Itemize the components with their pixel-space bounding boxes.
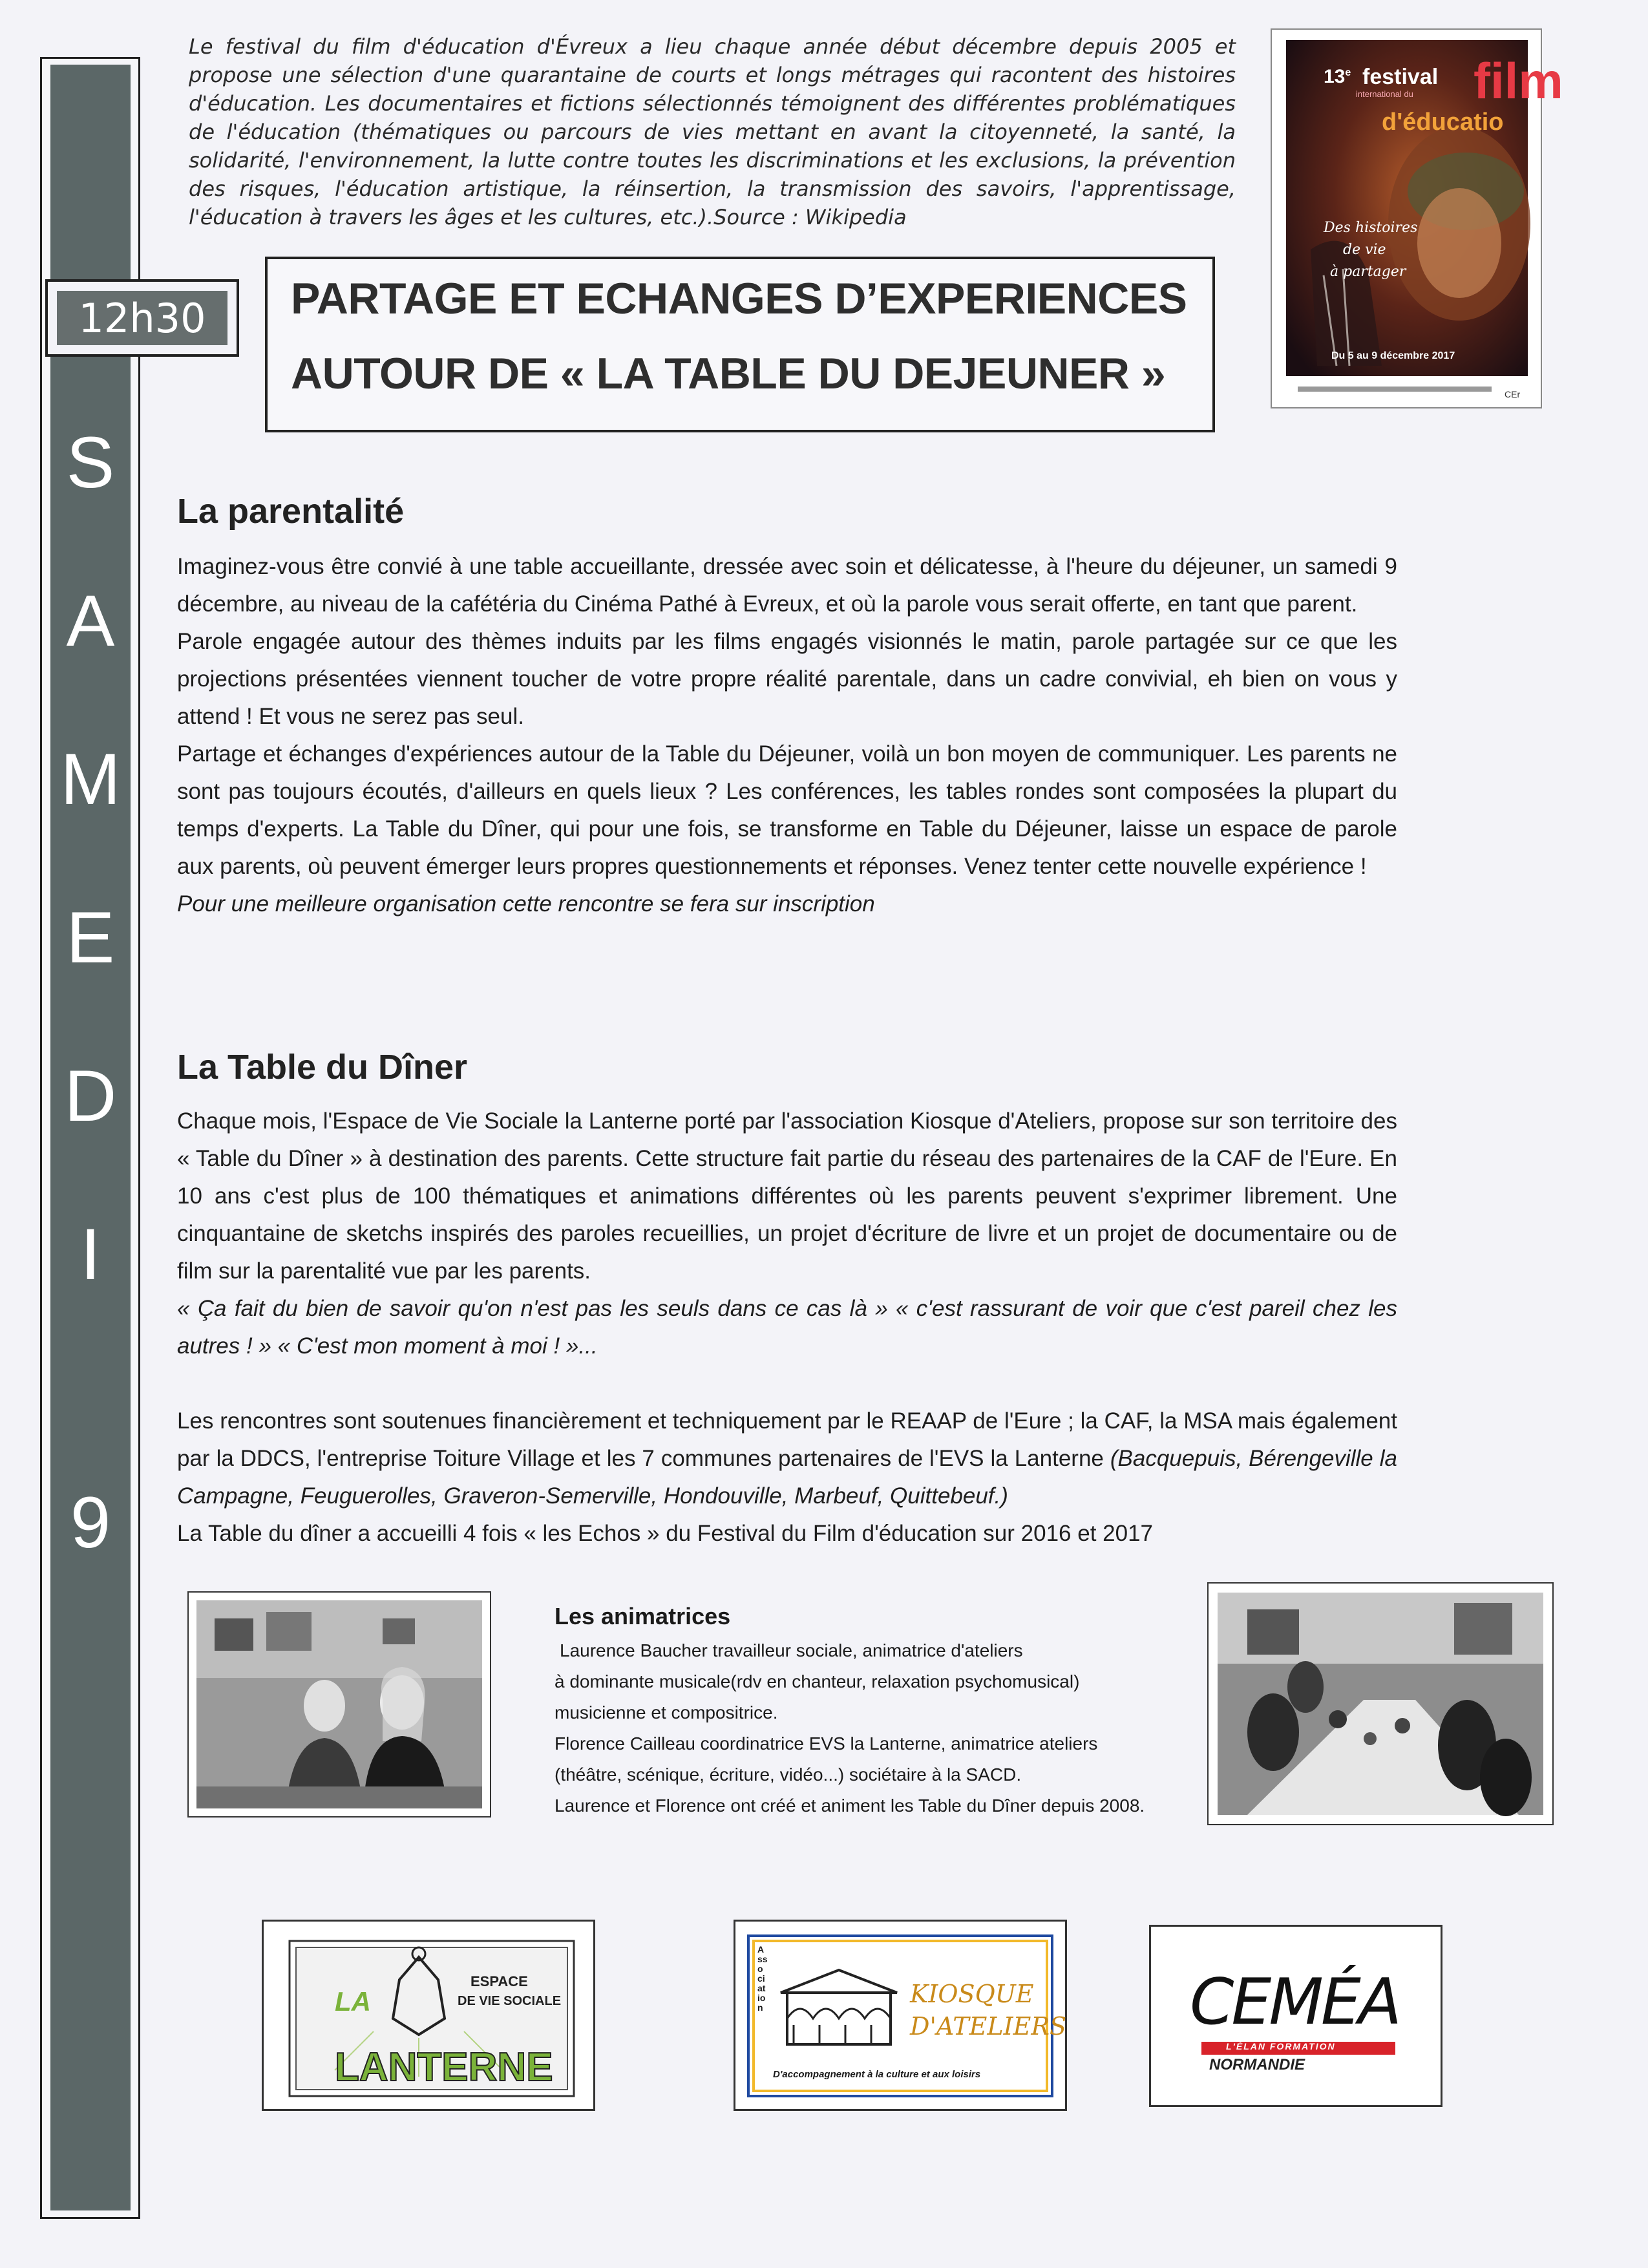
logo-la-lanterne (262, 1920, 595, 2111)
photo-table-du-diner (1207, 1582, 1554, 1825)
paragraph: Parole engagée autour des thèmes induits par les films engagés visionnés le matin, parole partagée sur ce que les projections présentées viennent toucher de votre propre réalité parentale, dans un cadre convivial, eh bien on vous y attend ! Et vous ne serez pas seul. (177, 629, 1397, 729)
title-line-1: PARTAGE ET ECHANGES D’EXPERIENCES (291, 274, 1187, 323)
lanterne-vie-sociale: DE VIE SOCIALE (458, 1994, 562, 2008)
cemea-region: NORMANDIE (1209, 2056, 1305, 2073)
animatrice-line: Laurence et Florence ont créé et animent les Table du Dîner depuis 2008. (555, 1796, 1145, 1816)
paragraph: Chaque mois, l'Espace de Vie Sociale la Lanterne porté par l'association Kiosque d'Ateliers, propose sur son territoire des « Table du Dîner » à destination des parents. Cette structure fait partie du réseau des partenaires de la CAF de l'Eure. En 10 ans c'est plus de 100 thématiques et animations différentes où les parents peuvent s'exprimer librement. Une cinquantaine de sketchs inspirés des paroles recueillies, un projet d'écriture de livre et un projet de documentaire ou de film sur la parentalité vue par les parents. (177, 1108, 1397, 1284)
poster-word-festival: festival (1362, 65, 1439, 89)
section-heading-parentalite: La parentalité (177, 492, 405, 531)
animatrice-line: Laurence Baucher travailleur sociale, animatrice d'ateliers (560, 1640, 1023, 1660)
intro-paragraph: Le festival du film d'éducation d'Évreux a lieu chaque année début décembre depuis 2005 et propose une sélection d'une quarantaine de courts et longs métrages qui racontent des histoires d'éducation. Les documentaires et fictions sélectionnés témoignent des différentes problématiques de l'éducation (thématiques ou parcours de vies mettant en avant la citoyenneté, la santé, la solidarité, l'environnement, la lutte contre toutes les discriminations et les exclusions, la prévention des risques, l'éducation artistique, la réinsertion, la transmission des savoirs, l'apprentissage, l'éducation à travers les âges et les cultures, etc.).Source : Wikipedia (189, 34, 1236, 229)
animatrice-line: musicienne et compositrice. (555, 1702, 778, 1722)
title-line-2: AUTOUR DE « LA TABLE DU DEJEUNER » (291, 349, 1166, 398)
day-letter: 9 (70, 1482, 111, 1563)
animatrice-line: (théâtre, scénique, écriture, vidéo...) sociétaire à la SACD. (555, 1765, 1022, 1785)
photo-image (1209, 1584, 1552, 1824)
logo-cemea (1149, 1925, 1442, 2107)
paragraph: Imaginez-vous être convié à une table accueillante, dressée avec soin et délicatesse, à l'heure du déjeuner, un samedi 9 décembre, au niveau de la cafétéria du Cinéma Pathé à Evreux, et où la parole vous serait offerte, en tant que parent. (177, 554, 1397, 617)
cemea-tagline: L'ÉLAN FORMATION (1226, 2041, 1336, 2051)
day-letter: I (80, 1214, 101, 1295)
animatrices-body (555, 1635, 1201, 1821)
time-badge (45, 279, 239, 357)
animatrice-line: à dominante musicale(rdv en chanteur, relaxation psychomusical) (555, 1671, 1080, 1691)
cemea-name: CEMÉA (1190, 1966, 1399, 2039)
lanterne-la: LA (335, 1986, 371, 2017)
poster-word-education: d'éducatio (1382, 109, 1504, 136)
poster-number: 13e (1324, 66, 1351, 87)
kiosque-name-2: D'ATELIERS (910, 2012, 1066, 2040)
day-letter: S (66, 422, 115, 503)
day-letter: A (66, 580, 115, 661)
section1-body (177, 548, 1397, 923)
logo-kiosque-ateliers (734, 1920, 1067, 2111)
paragraph: La Table du dîner a accueilli 4 fois « les Echos » du Festival du Film d'éducation sur 2016 et 2017 (177, 1521, 1154, 1546)
time-badge-label: 12h30 (57, 291, 227, 345)
photo-animatrices (187, 1591, 491, 1818)
paragraph: Les rencontres sont soutenues financièrement et techniquement par le REAAP de l'Eure ; la CAF, la MSA mais également par la DDCS, l'entreprise Toiture Village et les 7 communes partenaires de l'EVS la Lanterne (Bacquepuis, Bérengeville la Campagne, Feuguerolles, Graveron-Semerville, Hondouville, Marbeuf, Quittebeuf.) (177, 1408, 1397, 1509)
poster-small-text: international du (1356, 89, 1413, 99)
poster-dates: Du 5 au 9 décembre 2017 (1331, 350, 1455, 361)
poster-mini-logo: CEr (1505, 389, 1521, 399)
festival-poster (1271, 28, 1563, 408)
kiosque-tagline: D'accompagnement à la culture et aux loisirs (773, 2069, 981, 2080)
poster-tagline: Des histoires de vie à partager (1324, 220, 1418, 280)
paragraph: Partage et échanges d'expériences autour de la Table du Déjeuner, voilà un bon moyen de communiquer. Les parents ne sont pas toujours écoutés, d'ailleurs en quels lieux ? Les conférences, les tables rondes sont composées la plupart du temps d'experts. La Table du Dîner, qui pour une fois, se transforme en Table du Déjeuner, laisse un espace de parole aux parents, où peuvent émerger leurs propres questionnements et réponses. Venez tenter cette nouvelle expérience ! (177, 741, 1397, 879)
section-heading-table-du-diner: La Table du Dîner (177, 1048, 468, 1086)
section2-body (177, 1103, 1397, 1553)
animatrice-line: Florence Cailleau coordinatrice EVS la Lanterne, animatrice ateliers (555, 1733, 1098, 1754)
day-letter: E (66, 897, 115, 978)
poster-word-film: film (1474, 52, 1563, 109)
kiosque-vertical-label: Association (757, 1944, 768, 2013)
lanterne-name: LANTERNE (335, 2045, 553, 2090)
kiosque-name-1: KIOSQUE (910, 1980, 1034, 2008)
lanterne-espace: ESPACE (470, 1973, 528, 1989)
quote: « Ça fait du bien de savoir qu'on n'est pas les seuls dans ce cas là » « c'est rassurant de voir que c'est pareil chez les autres ! » « C'est mon moment à moi ! »... (177, 1296, 1397, 1359)
registration-note: Pour une meilleure organisation cette rencontre se fera sur inscription (177, 891, 875, 917)
animatrices-title: Les animatrices (555, 1603, 731, 1629)
day-letter: D (64, 1055, 117, 1136)
photo-image (189, 1593, 490, 1816)
day-letter: M (60, 739, 121, 820)
title-box (265, 257, 1215, 432)
sidebar-band (50, 65, 131, 2210)
